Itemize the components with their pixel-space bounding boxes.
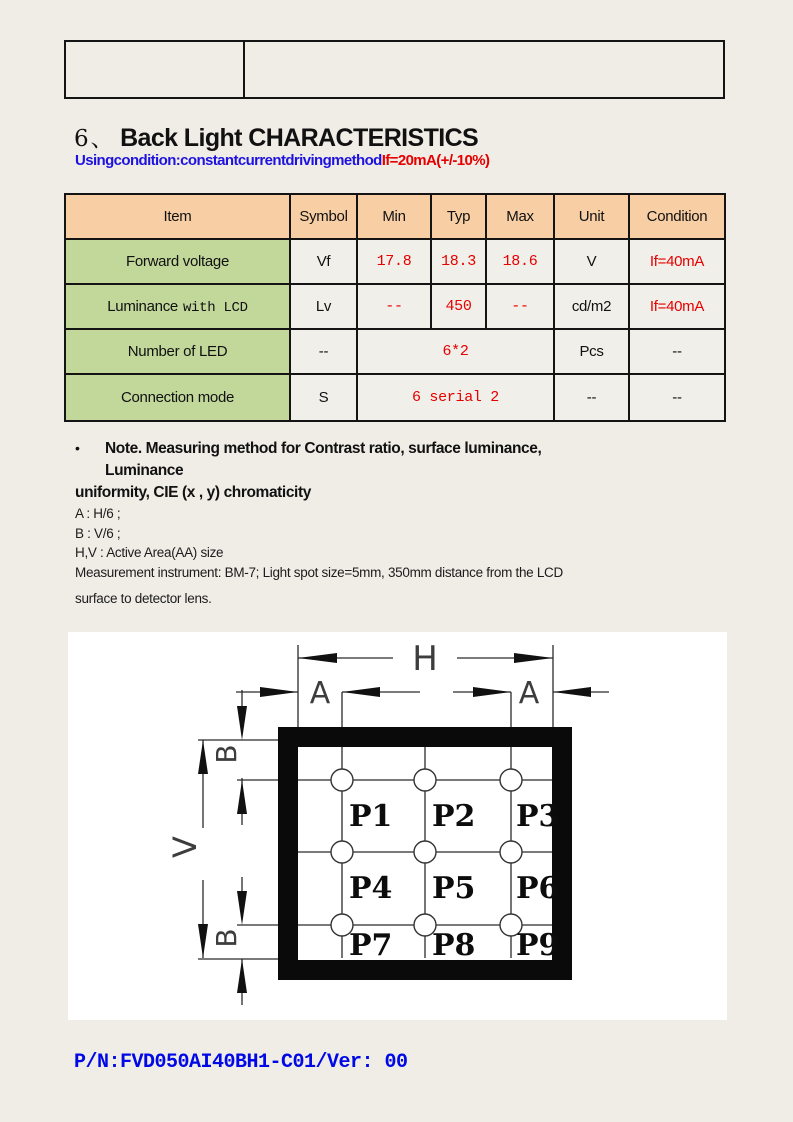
dim-label-a-right: A	[518, 676, 540, 711]
row-typ-value: 450	[431, 284, 486, 329]
using-condition-text: Usingcondition:constantcurrentdrivingmethod	[75, 152, 382, 169]
col-header-symbol: Symbol	[290, 194, 357, 239]
row-unit: Pcs	[554, 329, 629, 374]
row-symbol: Vf	[290, 239, 357, 284]
point-label-p6: P6	[516, 871, 560, 906]
using-condition-current: If=20mA(+/-10%)	[381, 152, 490, 169]
note-bullet: •	[75, 440, 80, 456]
row-item-label: Connection mode	[65, 374, 290, 421]
dim-label-b-top: B	[210, 744, 243, 764]
header-table-cell-right	[245, 42, 723, 97]
section-heading	[74, 120, 478, 153]
dim-label-v: V	[166, 836, 204, 858]
row-item-label: Number of LED	[65, 329, 290, 374]
col-header-typ: Typ	[431, 194, 486, 239]
measuring-note	[75, 438, 715, 611]
row-merged-value: 6 serial 2	[357, 374, 554, 421]
row-condition: If=40mA	[629, 284, 725, 329]
document-header-table	[64, 40, 725, 99]
point-label-p3: P3	[516, 799, 560, 834]
row-unit: --	[554, 374, 629, 421]
row-condition: --	[629, 374, 725, 421]
note-bold-line3: uniformity, CIE (x , y) chromaticity	[75, 484, 311, 501]
note-bold-line1: Note. Measuring method for Contrast ratio, surface luminance,	[105, 440, 542, 457]
row-typ-value: 18.3	[431, 239, 486, 284]
dim-label-b-bottom: B	[210, 928, 243, 948]
note-line-b: B : V/6 ;	[75, 525, 121, 541]
table-header-row	[65, 194, 725, 239]
col-header-item: Item	[65, 194, 290, 239]
row-merged-value: 6*2	[357, 329, 554, 374]
section-number: 6、	[74, 126, 116, 152]
note-line-a: A : H/6 ;	[75, 506, 121, 521]
row-max-value: --	[486, 284, 554, 329]
backlight-characteristics-table	[64, 193, 726, 422]
table-row	[65, 329, 725, 374]
note-line-measurement-1: Measurement instrument: BM-7; Light spot size=5mm, 350mm distance from the LCD	[75, 564, 563, 580]
dim-label-a-left: A	[309, 676, 331, 711]
col-header-max: Max	[486, 194, 554, 239]
row-item-label: Forward voltage	[65, 239, 290, 284]
point-label-p1: P1	[349, 799, 393, 834]
point-label-p9: P9	[516, 928, 560, 963]
col-header-condition: Condition	[629, 194, 725, 239]
note-line-measurement-2: surface to detector lens.	[75, 591, 212, 606]
point-label-p8: P8	[432, 928, 476, 963]
col-header-unit: Unit	[554, 194, 629, 239]
row-unit: cd/m2	[554, 284, 629, 329]
header-table-cell-left	[66, 42, 245, 97]
table-row	[65, 284, 725, 329]
row-unit: V	[554, 239, 629, 284]
row-symbol: --	[290, 329, 357, 374]
row-min-value: 17.8	[357, 239, 431, 284]
note-line-hv: H,V : Active Area(AA) size	[75, 545, 224, 560]
using-condition-line	[75, 152, 489, 169]
row-symbol: S	[290, 374, 357, 421]
section-title: Back Light CHARACTERISTICS	[120, 124, 479, 152]
dim-label-h: H	[412, 639, 438, 679]
table-row	[65, 374, 725, 421]
row-symbol: Lv	[290, 284, 357, 329]
point-label-p7: P7	[349, 928, 393, 963]
point-label-p5: P5	[432, 871, 476, 906]
part-number-line: P/N:FVD050AI40BH1-C01/Ver: 00	[74, 1051, 408, 1074]
note-bold-line2: Luminance	[105, 462, 184, 479]
table-row	[65, 239, 725, 284]
row-condition: --	[629, 329, 725, 374]
row-max-value: 18.6	[486, 239, 554, 284]
point-label-p2: P2	[432, 799, 476, 834]
measurement-points-diagram	[68, 632, 727, 1020]
row-min-value: --	[357, 284, 431, 329]
lcd-measurement-drawing	[68, 632, 727, 1020]
col-header-min: Min	[357, 194, 431, 239]
row-item-label: Luminance with LCD	[65, 284, 290, 329]
point-label-p4: P4	[349, 871, 393, 906]
row-condition: If=40mA	[629, 239, 725, 284]
